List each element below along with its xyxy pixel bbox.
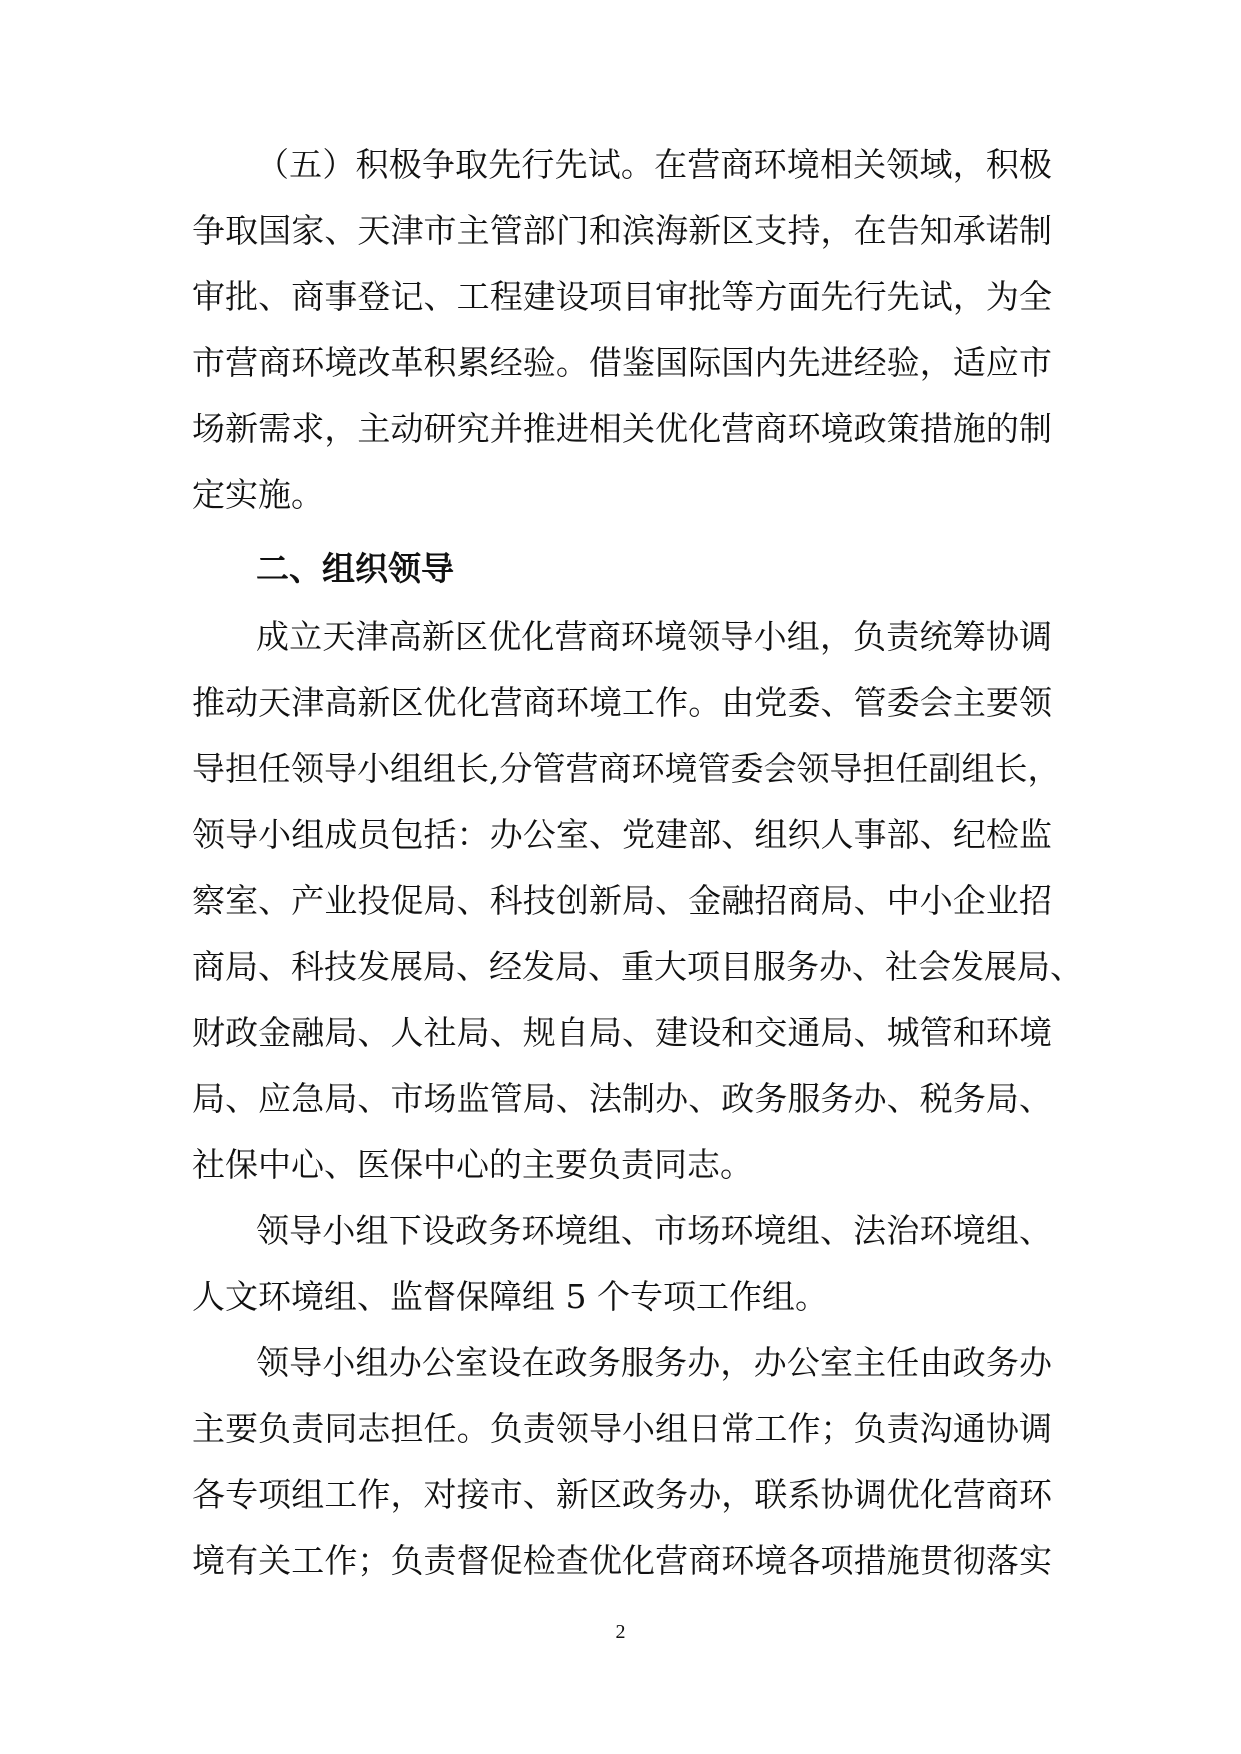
paragraph-line: 领导小组成员包括：办公室、党建部、组织人事部、纪检监 xyxy=(192,815,1052,854)
section-heading: 二、组织领导 xyxy=(256,549,454,588)
paragraph-line: 察室、产业投促局、科技创新局、金融招商局、中小企业招 xyxy=(192,881,1052,920)
paragraph-line: 争取国家、天津市主管部门和滨海新区支持，在告知承诺制 xyxy=(192,211,1052,250)
paragraph-line: 成立天津高新区优化营商环境领导小组，负责统筹协调 xyxy=(256,617,1052,656)
paragraph-line: 审批、商事登记、工程建设项目审批等方面先行先试，为全 xyxy=(192,277,1052,316)
paragraph-line: 主要负责同志担任。负责领导小组日常工作；负责沟通协调 xyxy=(192,1409,1052,1448)
paragraph-line: 各专项组工作，对接市、新区政务办，联系协调优化营商环 xyxy=(192,1475,1052,1514)
paragraph-line: 财政金融局、人社局、规自局、建设和交通局、城管和环境 xyxy=(192,1013,1052,1052)
paragraph-line: 局、应急局、市场监管局、法制办、政务服务办、税务局、 xyxy=(192,1079,1052,1118)
paragraph-line: （五）积极争取先行先试。在营商环境相关领域，积极 xyxy=(256,145,1052,184)
paragraph-line: 商局、科技发展局、经发局、重大项目服务办、社会发展局、 xyxy=(192,947,1083,986)
paragraph-line: 市营商环境改革积累经验。借鉴国际国内先进经验，适应市 xyxy=(192,343,1052,382)
paragraph-line: 社保中心、医保中心的主要负责同志。 xyxy=(192,1145,753,1184)
page-number: 2 xyxy=(615,1621,626,1643)
paragraph-line: 推动天津高新区优化营商环境工作。由党委、管委会主要领 xyxy=(192,683,1052,722)
paragraph-line: 人文环境组、监督保障组 5 个专项工作组。 xyxy=(192,1277,828,1316)
paragraph-line: 导担任领导小组组长,分管营商环境管委会领导担任副组长， xyxy=(192,749,1061,788)
paragraph-line: 场新需求，主动研究并推进相关优化营商环境政策措施的制 xyxy=(192,409,1052,448)
paragraph-line: 定实施。 xyxy=(192,475,324,514)
paragraph-line: 境有关工作；负责督促检查优化营商环境各项措施贯彻落实 xyxy=(192,1541,1052,1580)
paragraph-line: 领导小组办公室设在政务服务办，办公室主任由政务办 xyxy=(256,1343,1052,1382)
paragraph-line: 领导小组下设政务环境组、市场环境组、法治环境组、 xyxy=(256,1211,1052,1250)
